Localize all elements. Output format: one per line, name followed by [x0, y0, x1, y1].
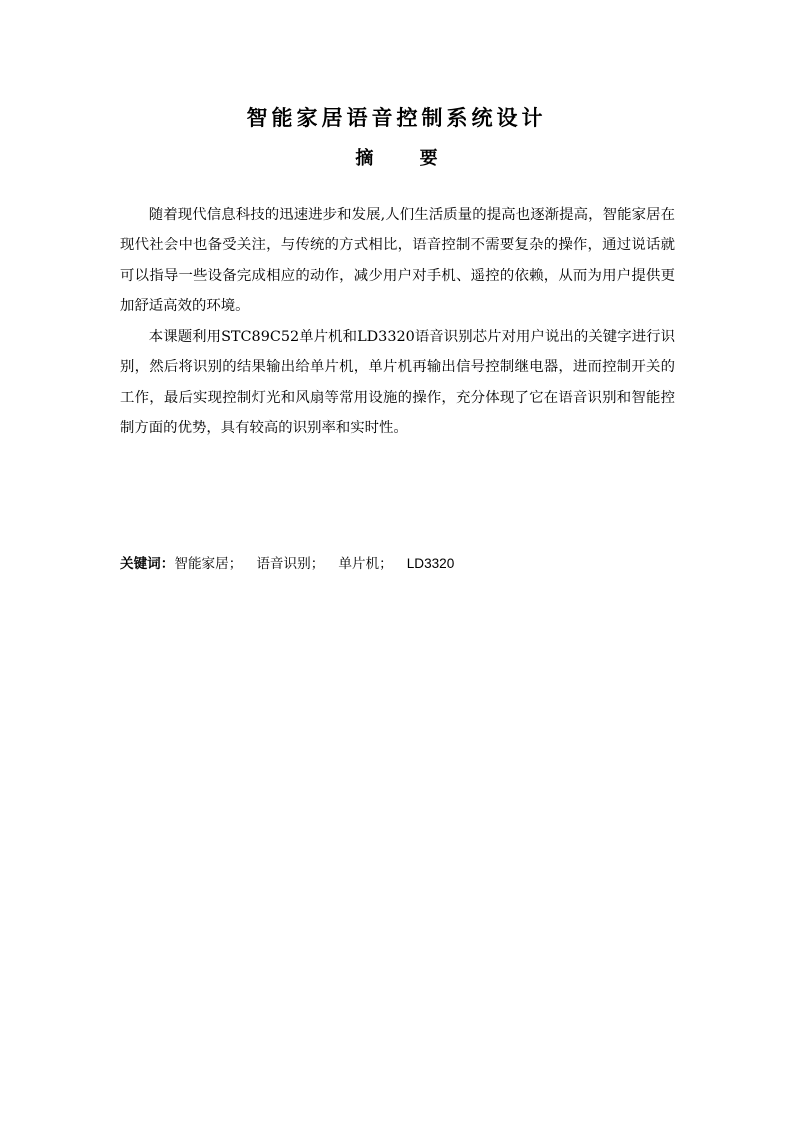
document-title: 智能家居语音控制系统设计: [246, 106, 547, 130]
keyword-item: LD3320: [406, 556, 455, 571]
keyword-item: 智能家居；: [174, 556, 243, 572]
abstract-paragraph-1: 随着现代信息科技的迅速进步和发展,人们生活质量的提高也逐渐提高，智能家居在现代社会中也备受关注，与传统的方式相比，语音控制不需要复杂的操作，通过说话就可以指导一些设备完成相应的动作，减少用户对手机、遥控的依赖，从而为用户提供更加舒适高效的环境。: [120, 207, 675, 314]
keywords-line: [120, 553, 675, 575]
keyword-item: 单片机；: [338, 556, 393, 572]
keywords-label: 关键词：: [120, 556, 175, 572]
keyword-item: 语音识别；: [256, 556, 325, 572]
abstract-paragraph-2: 本课题利用STC89C52单片机和LD3320语音识别芯片对用户说出的关键字进行识别，然后将识别的结果输出给单片机，单片机再输出信号控制继电器，进而控制开关的工作，最后实现控制灯光和风扇等常用设施的操作，充分体现了它在语音识别和智能控制方面的优势，具有较高的识别率和实时性。: [120, 329, 675, 436]
abstract-heading: 摘 要: [355, 148, 458, 169]
